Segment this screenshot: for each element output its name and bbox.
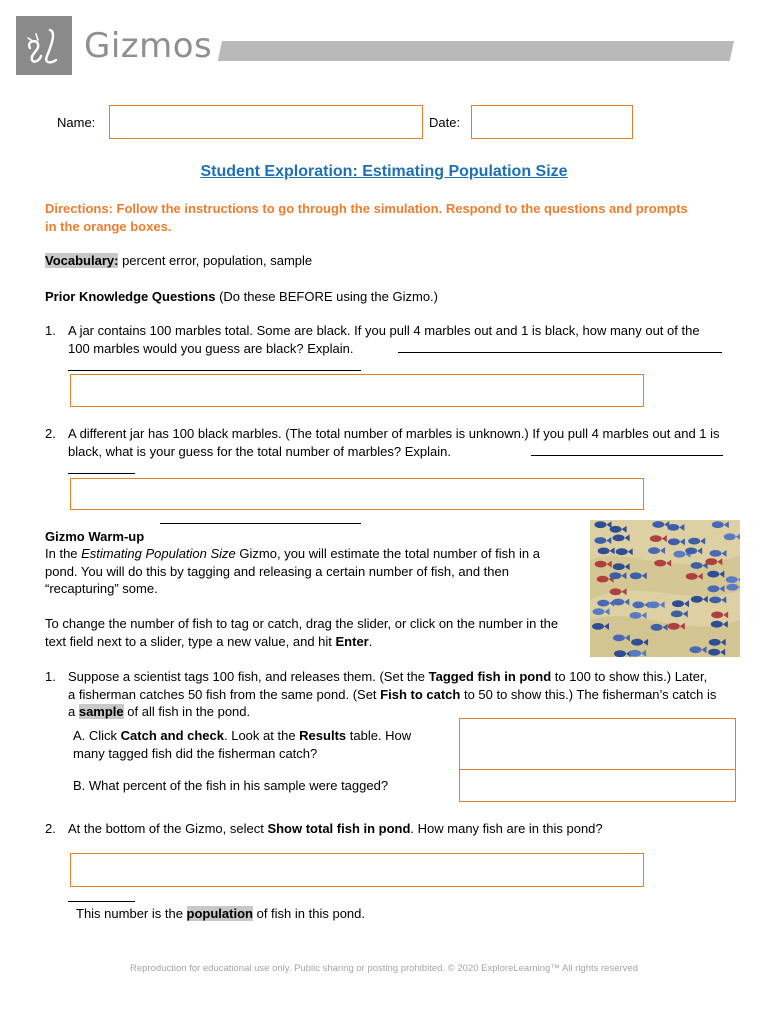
text: to 50 to show this.) The fisherman’s catch is a (68, 686, 717, 719)
answer-line (398, 352, 722, 353)
prior-q1-number: 1. (45, 323, 56, 338)
page-title (0, 163, 768, 181)
catch-and-check-text: Catch and check (120, 728, 224, 743)
text: Gizmo, you will estimate the total number of fish in a pond. You will do this by tagging and releasing a certain number of fish, and then “recapturing” some. (45, 546, 540, 596)
warmup-qA-text (73, 727, 443, 762)
warmup-q1-number: 1. (45, 669, 56, 684)
warmup-paragraph-2 (45, 615, 560, 650)
fish-pond-illustration (590, 520, 740, 657)
name-label: Name: (57, 115, 96, 130)
prior-q2-text: A different jar has 100 black marbles. (The total number of marbles is unknown.) If you pull 4 marbles out and 1 is black, what is your guess for the total number of marbles? Explain. (68, 426, 720, 459)
text: . (368, 633, 373, 649)
text: To change the number of fish to tag or catch, drag the slider, or click on the number in the text field next to a slider, type a new value, and hit (45, 616, 559, 649)
text: of fish in this pond. (252, 906, 365, 921)
vocabulary (45, 252, 312, 270)
text: . Look at the (224, 728, 300, 743)
prior-q2-answer-box[interactable] (70, 478, 644, 510)
fish-pond-image (590, 520, 740, 657)
text: table. How many tagged fish did the fisherman catch? (73, 728, 412, 761)
warmup-q2-text (68, 820, 718, 838)
explorelearning-logo (16, 16, 72, 75)
answer-line (531, 455, 723, 456)
results-text: Results (299, 728, 347, 743)
footer-copyright: Reproduction for educational use only. Public sharing or posting prohibited. © 2020 ExploreLearning™ All rights reserved (130, 963, 638, 974)
text: of all fish in the pond. (123, 704, 251, 719)
text: Suppose a scientist tags 100 fish, and releases them. (Set the (68, 669, 429, 684)
directions: Directions: Follow the instructions to go through the simulation. Respond to the questions and prompts in the orange boxes. (45, 201, 688, 234)
warmup-title: Gizmo Warm-up (45, 529, 145, 544)
gizmo-name: Estimating Population Size (81, 546, 236, 561)
warmup-qA-answer-box[interactable] (459, 718, 736, 770)
prior-knowledge-title: Prior Knowledge Questions (45, 289, 216, 304)
warmup-qB-text: B. What percent of the fish in his sample were tagged? (73, 778, 389, 793)
vocabulary-terms: percent error, population, sample (118, 253, 313, 268)
warmup-q2-answer-box[interactable] (70, 853, 644, 887)
tagged-fish-text: Tagged fish in pond (428, 669, 552, 684)
prior-knowledge-heading (45, 288, 438, 306)
sample-term: sample (78, 704, 124, 719)
brand-name: Gizmos (84, 26, 213, 66)
header-bar (218, 41, 734, 61)
date-field[interactable] (471, 105, 633, 139)
answer-line (160, 523, 361, 524)
warmup-qB-answer-box[interactable] (459, 769, 736, 802)
answer-line (68, 473, 135, 474)
text: At the bottom of the Gizmo, select (68, 821, 268, 836)
text: This number is the (76, 906, 187, 921)
el-logo-icon (16, 16, 72, 75)
text: to 100 to show this.) Later, a fisherman catches 50 fish from the same pond. (Set (68, 669, 708, 702)
answer-line (68, 901, 135, 902)
name-field[interactable] (109, 105, 423, 139)
answer-line (68, 370, 361, 371)
show-total-fish-text: Show total fish in pond (267, 821, 411, 836)
text: A. Click (73, 728, 121, 743)
population-note (76, 905, 365, 923)
vocabulary-label: Vocabulary: (45, 253, 119, 268)
page-title-text: Student Exploration: Estimating Population Size (200, 163, 568, 180)
warmup-paragraph-1 (45, 545, 560, 598)
prior-q1-text: A jar contains 100 marbles total. Some are black. If you pull 4 marbles out and 1 is black, how many out of the 100 marbles would you guess are black? Explain. (68, 323, 700, 356)
text: . How many fish are in this pond? (410, 821, 603, 836)
text: In the (45, 546, 82, 561)
fish-to-catch-text: Fish to catch (380, 686, 461, 702)
prior-q2-number: 2. (45, 426, 56, 441)
prior-knowledge-note: (Do these BEFORE using the Gizmo.) (215, 289, 438, 304)
warmup-q2-number: 2. (45, 821, 56, 836)
date-label: Date: (429, 115, 461, 130)
enter-key-text: Enter (335, 633, 369, 649)
warmup-q1-text (68, 668, 718, 721)
warmup-heading (45, 528, 144, 546)
prior-q1-answer-box[interactable] (70, 374, 644, 407)
population-term: population (186, 906, 253, 921)
